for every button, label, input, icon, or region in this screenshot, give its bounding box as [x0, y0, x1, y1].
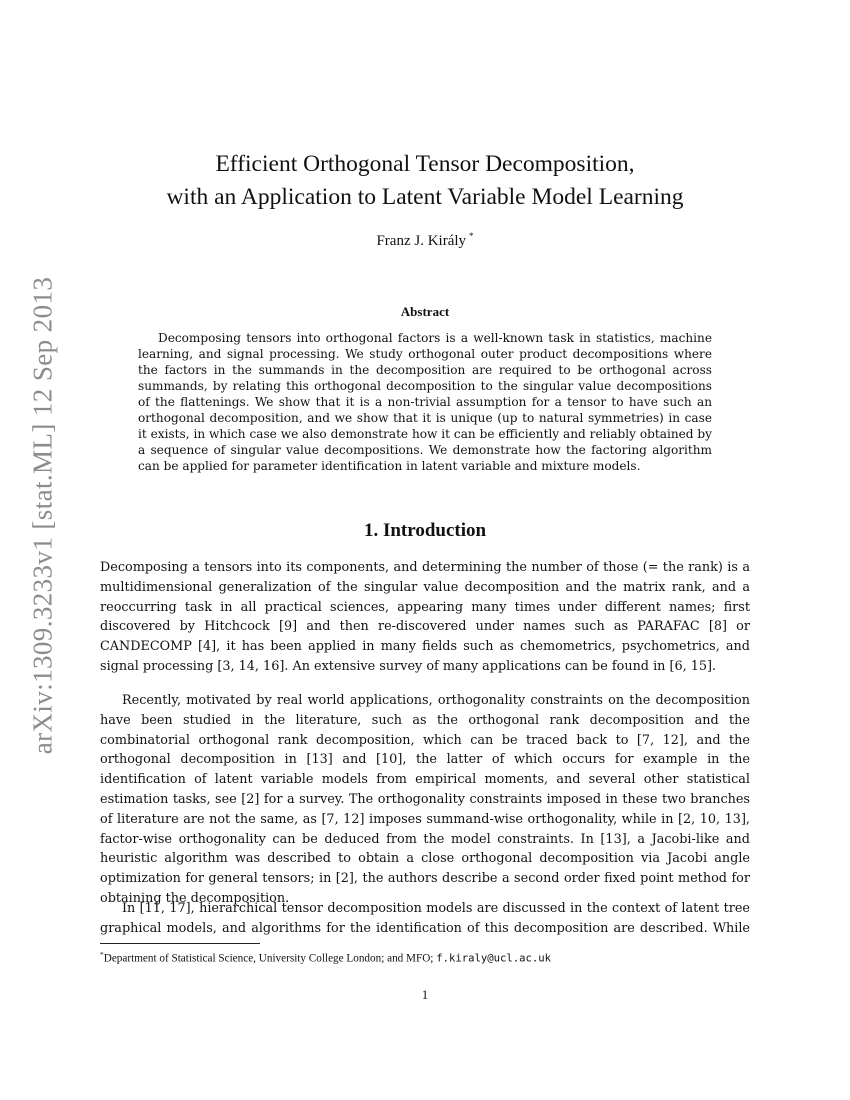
footnote-mark: * — [100, 950, 104, 959]
page-number: 1 — [421, 987, 429, 1002]
footnote — [100, 947, 750, 967]
intro-paragraph-2: Recently, motivated by real world applications, orthogonality constraints on the decomposition have been studied in the literature, such as the orthogonal rank decomposition and the combinatorial orthogonal rank decomposition, which can be traced back to [7, 12], and the orthogonal decomposition in [13] and [10], the latter of which occurs for example in the identification of latent variable models from empirical moments, and several other statistical estimation tasks, see [2] for a survey. The orthogonality constraints imposed in these two branches of literature are not the same, as [7, 12] imposes summand-wise orthogonality, while in [2, 10, 13], factor-wise orthogonality can be deduced from the model constraints. In [13], a Jacobi-like and heuristic algorithm was described to obtain a close orthogonal decomposition via Jacobi angle optimization for general tensors; in [2], the authors describe a second order fixed point method for obtaining the decomposition. — [100, 693, 750, 906]
author-email: f.kiraly@ucl.ac.uk — [436, 952, 552, 965]
intro-paragraph-1: Decomposing a tensors into its components, and determining the number of those (= the rank) is a multidimensional generalization of the singular value decomposition and the matrix rank, and a reoccurring task in all practical sciences, appearing many times under different names; first discovered by Hitchcock [9] and then re-discovered under names such as PARAFAC [8] or CANDECOMP [4], it has been applied in many fields such as chemometrics, psychometrics, and signal processing [3, 14, 16]. An extensive survey of many applications can be found in [6, 15]. — [100, 560, 750, 674]
author-line — [100, 231, 750, 250]
section-heading-introduction: 1. Introduction — [363, 520, 487, 541]
footnote-divider — [100, 943, 260, 944]
title-line-1: Efficient Orthogonal Tensor Decomposition, — [215, 151, 635, 177]
abstract-text: Decomposing tensors into orthogonal factors is a well-known task in statistics, machine learning, and signal processing. We study orthogonal outer product decompositions where the factors in the summands in the decomposition are required to be orthogonal across summands, by relating this orthogonal decomposition to the singular value decompositions of the flattenings. We show that it is a non-trivial assumption for a tensor to have such an orthogonal decomposition, and we show that it is unique (up to natural symmetries) in case it exists, in which case we also demonstrate how it can be efficiently and reliably obtained by a sequence of singular value decompositions. We demonstrate how the factoring algorithm can be applied for parameter identification in latent variable and mixture models. — [138, 331, 712, 473]
arxiv-identifier-text: arXiv:1309.3233v1 [stat.ML] 12 Sep 2013 — [27, 276, 58, 754]
author-name: Franz J. Király — [376, 233, 467, 249]
arxiv-identifier-stamp — [18, 265, 68, 765]
intro-paragraph-3: In [11, 17], hierarchical tensor decomposition models are discussed in the context of latent tree graphical models, and algorithms for the identification of this decomposition are described. While — [100, 901, 750, 936]
author-footnote-mark: * — [469, 231, 474, 241]
footnote-text: Department of Statistical Science, University College London; and MFO; — [103, 952, 437, 965]
title-line-2: with an Application to Latent Variable Model Learning — [166, 184, 684, 210]
abstract-heading: Abstract — [400, 304, 450, 319]
paper-title — [100, 148, 750, 214]
